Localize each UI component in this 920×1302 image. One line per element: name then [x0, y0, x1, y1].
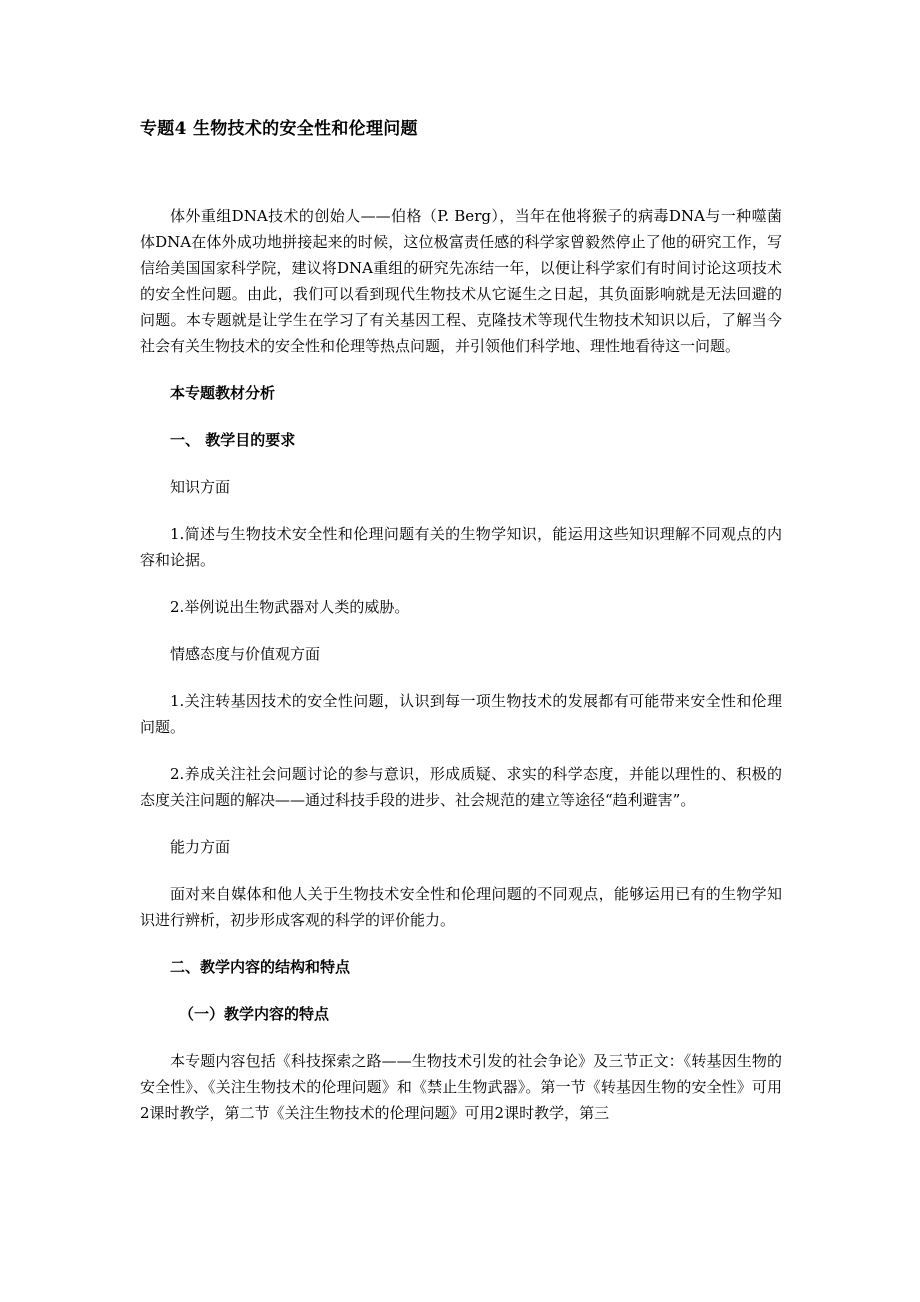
document-body: [140, 203, 782, 1147]
ability-paragraph: 面对来自媒体和他人关于生物技术安全性和伦理问题的不同观点，能够运用已有的生物学知识进行辨析，初步形成客观的科学的评价能力。: [140, 885, 782, 929]
subheading-ability: 能力方面: [170, 838, 231, 856]
section-heading-structure: 二、教学内容的结构和特点: [170, 958, 351, 976]
section-heading-goals: 一、 教学目的要求: [170, 431, 296, 449]
subsection-heading-features: （一）教学内容的特点: [179, 1005, 330, 1023]
document-title: 专题4 生物技术的安全性和伦理问题: [140, 119, 418, 139]
subheading-attitude: 情感态度与价值观方面: [170, 645, 321, 663]
features-paragraph: 本专题内容包括《科技探索之路——生物技术引发的社会争论》及三节正文：《转基因生物的安全性》、《关注生物技术的伦理问题》和《禁止生物武器》。第一节《转基因生物的安全性》可用2课时教学，第二节《关注生物技术的伦理问题》可用2课时教学，第三: [140, 1052, 782, 1122]
knowledge-item-1: 1.简述与生物技术安全性和伦理问题有关的生物学知识，能运用这些知识理解不同观点的内容和论据。: [140, 525, 782, 569]
attitude-item-2: 2.养成关注社会问题讨论的参与意识，形成质疑、求实的科学态度，并能以理性的、积极的态度关注问题的解决——通过科技手段的进步、社会规范的建立等途径“趋利避害”。: [140, 765, 782, 809]
section-heading-analysis: 本专题教材分析: [170, 384, 276, 402]
intro-paragraph: 体外重组DNA技术的创始人——伯格（P. Berg），当年在他将猴子的病毒DNA与一种噬菌体DNA在体外成功地拼接起来的时候，这位极富责任感的科学家曾毅然停止了他的研究工作，写信给美国国家科学院，建议将DNA重组的研究先冻结一年，以便让科学家们有时间讨论这项技术的安全性问题。由此，我们可以看到现代生物技术从它诞生之日起，其负面影响就是无法回避的问题。本专题就是让学生在学习了有关基因工程、克隆技术等现代生物技术知识以后，了解当今社会有关生物技术的安全性和伦理等热点问题，并引领他们科学地、理性地看待这一问题。: [140, 207, 782, 355]
knowledge-item-2: 2.举例说出生物武器对人类的威胁。: [170, 598, 410, 616]
attitude-item-1: 1.关注转基因技术的安全性问题，认识到每一项生物技术的发展都有可能带来安全性和伦理问题。: [140, 692, 782, 736]
subheading-knowledge: 知识方面: [170, 478, 231, 496]
